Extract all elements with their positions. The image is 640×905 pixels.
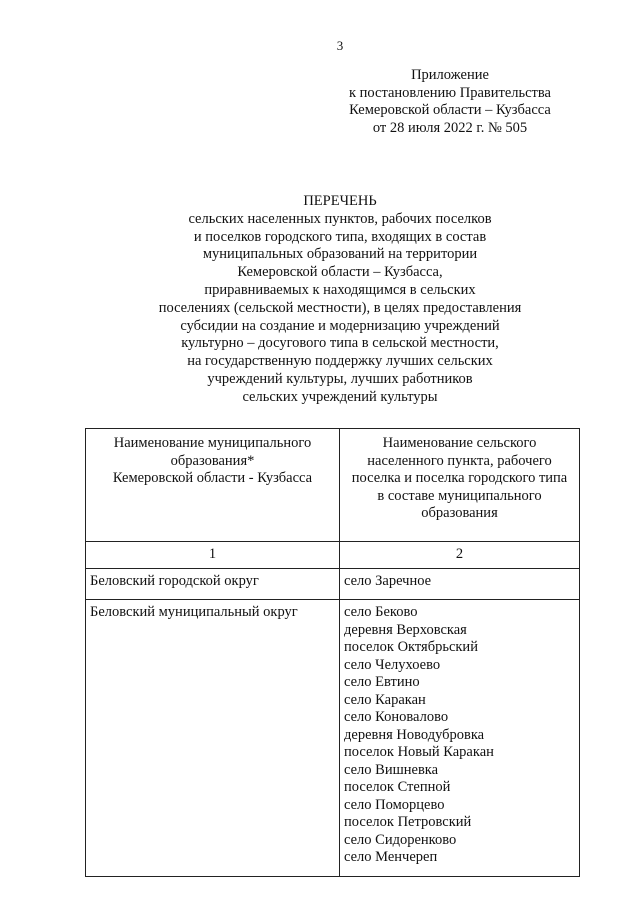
settlement-cell <box>340 569 580 600</box>
document-title <box>120 193 560 407</box>
settlement-item: село Менчереп <box>344 849 438 865</box>
settlement-item: поселок Степной <box>344 779 451 795</box>
title-line: поселениях (сельской местности), в целях предоставления <box>158 299 522 316</box>
settlement-item: село Сидоренково <box>344 831 457 848</box>
appendix-line: к постановлению Правительства <box>349 84 551 101</box>
municipality-cell: Беловский городской округ <box>86 569 340 600</box>
settlement-item: село Беково <box>344 604 418 620</box>
title-line: учреждений культуры, лучших работников <box>207 370 473 387</box>
settlement-item: село Вишневка <box>344 761 439 778</box>
settlements-table-wrap <box>85 428 579 877</box>
title-heading: ПЕРЕЧЕНЬ <box>303 193 377 209</box>
settlement-item: село Челухоево <box>344 656 441 673</box>
settlement-item: село Поморцево <box>344 796 445 813</box>
title-line: сельских учреждений культуры <box>242 388 438 405</box>
municipality-cell: Беловский муниципальный округ <box>86 600 340 877</box>
header-text-line: Наименование сельского <box>382 435 537 451</box>
title-line: приравниваемых к находящимся в сельских <box>204 281 476 298</box>
header-settlement <box>340 429 580 542</box>
settlements-table <box>85 428 580 877</box>
settlement-item: село Заречное <box>344 573 432 589</box>
title-line: муниципальных образований на территории <box>202 246 478 263</box>
table-header-row <box>86 429 580 542</box>
header-text-line: населенного пункта, рабочего <box>367 452 552 469</box>
header-text-line: в составе муниципального <box>377 487 542 504</box>
appendix-line: от 28 июля 2022 г. № 505 <box>372 119 528 136</box>
settlement-item: поселок Петровский <box>344 814 472 830</box>
header-text-line: Наименование муниципального <box>113 435 312 451</box>
settlement-item: поселок Новый Каракан <box>344 744 494 760</box>
header-municipality <box>86 429 340 542</box>
settlement-item: село Евтино <box>344 674 420 690</box>
header-text-line: образования* <box>170 452 255 469</box>
settlement-cell <box>340 600 580 877</box>
title-line: культурно – досугового типа в сельской местности, <box>181 335 499 352</box>
title-line: субсидии на создание и модернизацию учреждений <box>180 317 500 334</box>
column-number: 1 <box>86 542 340 569</box>
page-number: 3 <box>336 38 344 53</box>
settlement-item: село Каракан <box>344 691 426 708</box>
settlement-item: деревня Новодубровка <box>344 726 485 743</box>
header-text-line: поселка и поселка городского типа <box>351 470 568 486</box>
settlement-item: поселок Октябрьский <box>344 639 478 655</box>
appendix-block <box>330 67 570 137</box>
table-row <box>86 600 580 877</box>
title-line: Кемеровской области – Кузбасса, <box>237 264 443 281</box>
column-number: 2 <box>340 542 580 569</box>
title-line: на государственную поддержку лучших сельских <box>187 353 493 370</box>
title-line: сельских населенных пунктов, рабочих поселков <box>188 210 492 227</box>
table-row <box>86 569 580 600</box>
column-number-row <box>86 542 580 569</box>
appendix-line: Кемеровской области – Кузбасса <box>349 102 551 118</box>
settlement-item: деревня Верховская <box>344 621 467 638</box>
title-line: и поселков городского типа, входящих в состав <box>193 228 487 245</box>
header-text-line: образования <box>421 505 498 521</box>
settlement-item: село Коновалово <box>344 709 449 725</box>
appendix-line: Приложение <box>411 67 489 83</box>
header-text-line: Кемеровской области - Кузбасса <box>112 470 313 486</box>
